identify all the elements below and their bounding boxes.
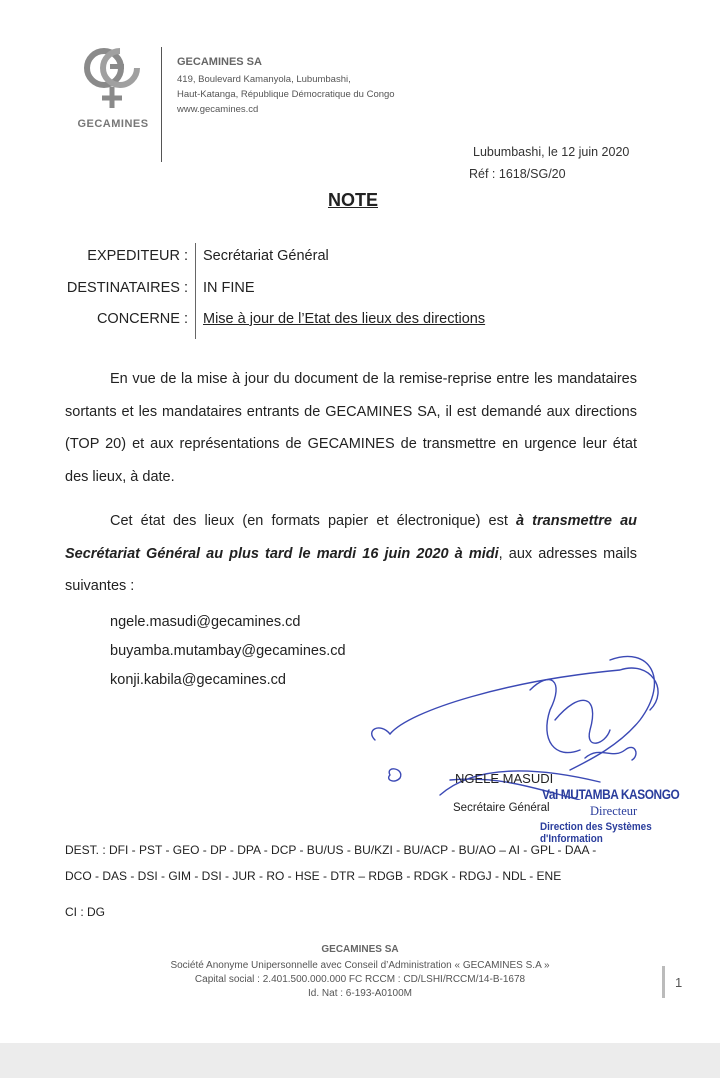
viewer-bottom-band [0,1043,720,1078]
paragraph-text: En vue de la mise à jour du document de la remise-reprise entre les mandataires sortants et les mandataires entrants de GECAMINES SA, il est demandé aux directions (TOP 20) et aux représentations de GECAMINES de transmettre en urgence leur état des lieux, à date. [65,371,637,485]
subject-label: CONCERNE : [96,311,188,327]
page-number: 1 [675,975,683,990]
recipients-label: DESTINATAIRES : [66,280,188,296]
email-address[interactable]: konji.kabila@gecamines.cd [110,672,286,688]
document-date: Lubumbashi, le 12 juin 2020 [473,145,630,159]
body-paragraph-2 [65,505,637,603]
email-address[interactable]: ngele.masudi@gecamines.cd [110,614,301,630]
footer-line: Capital social : 2.401.500.000.000 FC RCCM : CD/LSHI/RCCM/14-B-1678 [194,974,526,985]
copy-line: CI : DG [65,905,106,919]
sender-value: Secrétariat Général [203,248,329,264]
header-divider [161,47,162,162]
signatory-name: NGELE MASUDI [455,771,554,786]
footer-line: Id. Nat : 6-193-A0100M [308,988,412,999]
distribution-line: DCO - DAS - DSI - GIM - DSI - JUR - RO - HSE - DTR – RDGB - RDGK - RDGJ - NDL - ENE [65,869,562,883]
company-name: GECAMINES SA [177,56,262,68]
paragraph-text: , aux adresses mails suivantes : [65,545,637,594]
address-line: Haut-Katanga, République Démocratique du Congo [177,89,395,100]
stamp-role: Directeur [590,804,638,818]
stamp-name: Val MUTAMBA KASONGO [542,786,680,802]
document-reference: Réf : 1618/SG/20 [469,167,566,181]
recipients-value: IN FINE [203,280,255,296]
email-list [110,608,346,695]
logo-emblem-icon [70,42,156,122]
note-title: NOTE [327,190,378,210]
footer-line: Société Anonyme Unipersonnelle avec Conseil d’Administration « GECAMINES S.A » [170,960,550,971]
sender-label: EXPEDITEUR : [87,248,188,264]
distribution-line: DEST. : DFI - PST - GEO - DP - DPA - DCP - BU/US - BU/KZI - BU/ACP - BU/AO – AI - GPL - DAA - [65,843,597,857]
address-line: 419, Boulevard Kamanyola, Lubumbashi, [177,74,351,85]
signatory-role: Secrétaire Général [453,802,550,814]
deadline-emphasis: à transmettre au Secrétariat Général au plus tard le mardi 16 juin 2020 à midi [65,513,637,562]
logo-text: GECAMINES [77,118,149,130]
paragraph-text: Cet état des lieux (en formats papier et électronique) est [110,513,516,529]
subject-value: Mise à jour de l’Etat des lieux des directions [203,311,486,327]
page-number-bar [662,966,665,998]
body-paragraph-1 [65,363,637,493]
website-link: www.gecamines.cd [177,104,259,115]
stamp-direction: Direction des Systèmes d'Information [540,821,652,845]
email-address[interactable]: buyamba.mutambay@gecamines.cd [110,643,346,659]
meta-divider [195,243,196,339]
footer-title: GECAMINES SA [321,944,399,955]
